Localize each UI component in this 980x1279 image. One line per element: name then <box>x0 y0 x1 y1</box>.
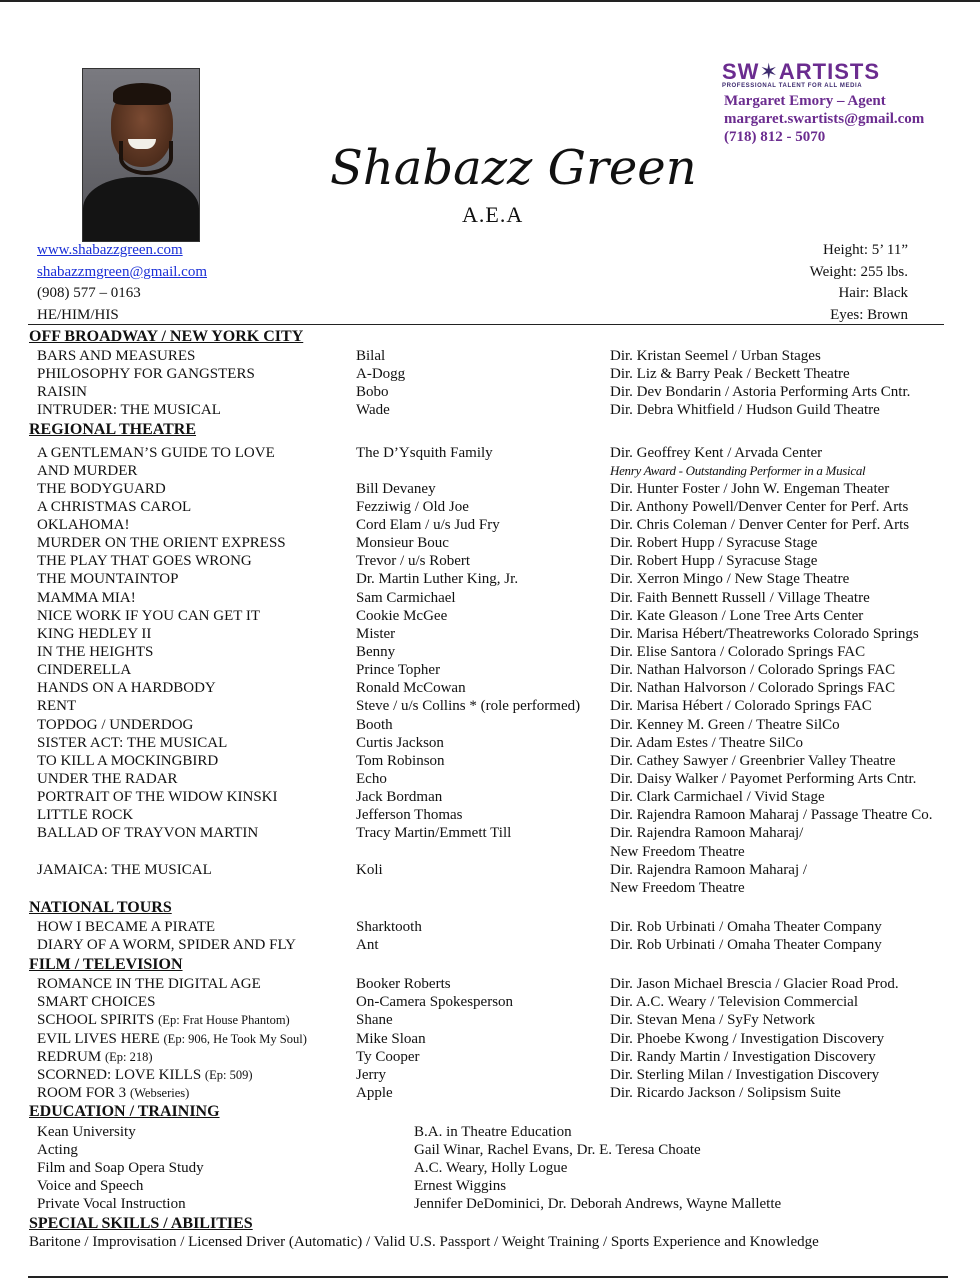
credit-title: BALLAD OF TRAYVON MARTIN <box>37 825 259 841</box>
credit-role: Curtis Jackson <box>356 735 444 751</box>
credit-row <box>0 1084 980 1102</box>
episode-note: (Ep: 906, He Took My Soul) <box>163 1032 307 1046</box>
top-border <box>0 0 980 2</box>
credit-role: Wade <box>356 402 390 418</box>
hair-color: Hair: Black <box>838 285 908 301</box>
credit-row <box>0 697 980 715</box>
credit-role: Booker Roberts <box>356 976 451 992</box>
credit-title: MURDER ON THE ORIENT EXPRESS <box>37 535 286 551</box>
headshot-shirt <box>83 177 199 242</box>
credit-role: Mister <box>356 626 396 642</box>
headshot-hair <box>113 83 171 105</box>
credit-role: Benny <box>356 644 396 660</box>
credit-role: Booth <box>356 717 393 733</box>
credit-row <box>0 752 980 770</box>
credit-director: Dir. Geoffrey Kent / Arvada Center <box>610 445 823 461</box>
credit-title: HANDS ON A HARDBODY <box>37 680 216 696</box>
credit-title: IN THE HEIGHTS <box>37 644 154 660</box>
credit-role: Cord Elam / u/s Jud Fry <box>356 517 500 533</box>
credit-director: New Freedom Theatre <box>610 880 745 896</box>
credit-row <box>0 534 980 552</box>
credit-row <box>0 936 980 954</box>
credit-director: Dir. Liz & Barry Peak / Beckett Theatre <box>610 366 850 382</box>
credit-row <box>0 788 980 806</box>
credit-role: Prince Topher <box>356 662 441 678</box>
credit-title: ROOM FOR 3 <box>37 1085 130 1101</box>
union-affiliation: A.E.A <box>462 202 524 227</box>
credit-role: Bill Devaney <box>356 481 436 497</box>
credit-role: The D’Ysquith Family <box>356 445 493 461</box>
education-row <box>0 1159 980 1177</box>
credit-row <box>0 383 980 401</box>
credit-title: CINDERELLA <box>37 662 132 678</box>
credit-director: Dir. Kenney M. Green / Theatre SilCo <box>610 717 840 733</box>
credit-role: Trevor / u/s Robert <box>356 553 471 569</box>
skills-list: Baritone / Improvisation / Licensed Driver (Automatic) / Valid U.S. Passport / Weight Training / Sports Experience and Knowledge <box>29 1234 819 1250</box>
credit-row <box>0 1066 980 1084</box>
credit-row <box>0 993 980 1011</box>
agent-email[interactable]: margaret.swartists@gmail.com <box>724 111 925 127</box>
credit-title: KING HEDLEY II <box>37 626 152 642</box>
credit-role: Shane <box>356 1012 393 1028</box>
credit-row <box>0 734 980 752</box>
credit-title: SISTER ACT: THE MUSICAL <box>37 735 228 751</box>
agency-logo <box>722 60 922 89</box>
headshot-photo <box>82 68 200 242</box>
credit-row <box>0 498 980 516</box>
credit-row <box>0 589 980 607</box>
credit-director: Dir. Rajendra Ramoon Maharaj / <box>610 862 808 878</box>
height: Height: 5’ 11” <box>823 242 908 258</box>
credit-row-continued <box>0 879 980 897</box>
logo-tagline: PROFESSIONAL TALENT FOR ALL MEDIA <box>722 83 863 89</box>
credit-title: INTRUDER: THE MUSICAL <box>37 402 221 418</box>
credit-row <box>0 1011 980 1029</box>
education-item: Acting <box>37 1142 78 1158</box>
credit-title: ROMANCE IN THE DIGITAL AGE <box>37 976 261 992</box>
credit-director: New Freedom Theatre <box>610 844 745 860</box>
credit-row <box>0 552 980 570</box>
credit-row-continued <box>0 843 980 861</box>
episode-note: (Ep: Frat House Phantom) <box>158 1013 290 1027</box>
credit-director: Dir. Nathan Halvorson / Colorado Springs FAC <box>610 662 896 678</box>
credit-title: SMART CHOICES <box>37 994 156 1010</box>
credit-title: OKLAHOMA! <box>37 517 130 533</box>
credit-role: Jefferson Thomas <box>356 807 463 823</box>
credit-role: Sharktooth <box>356 919 422 935</box>
education-row <box>0 1123 980 1141</box>
credit-director: Dir. A.C. Weary / Television Commercial <box>610 994 858 1010</box>
credit-row <box>0 1030 980 1048</box>
credit-role: Sam Carmichael <box>356 590 456 606</box>
education-detail: A.C. Weary, Holly Logue <box>414 1160 568 1176</box>
section-heading-film: FILM / TELEVISION <box>29 956 183 973</box>
credit-director: Dir. Rob Urbinati / Omaha Theater Company <box>610 919 882 935</box>
credit-role: Fezziwig / Old Joe <box>356 499 469 515</box>
episode-note: (Ep: 509) <box>204 1068 253 1082</box>
credit-title: LITTLE ROCK <box>37 807 134 823</box>
credit-director: Dir. Chris Coleman / Denver Center for Perf. Arts <box>610 517 910 533</box>
credit-row <box>0 806 980 824</box>
credit-director: Dir. Xerron Mingo / New Stage Theatre <box>610 571 850 587</box>
credit-director: Dir. Kate Gleason / Lone Tree Arts Center <box>610 608 864 624</box>
credit-director: Dir. Sterling Milan / Investigation Discovery <box>610 1067 880 1083</box>
credit-row <box>0 462 980 480</box>
credit-title: JAMAICA: THE MUSICAL <box>37 862 212 878</box>
credit-title: THE PLAY THAT GOES WRONG <box>37 553 252 569</box>
section-heading-tours: NATIONAL TOURS <box>29 899 172 916</box>
credit-title: DIARY OF A WORM, SPIDER AND FLY <box>37 937 296 953</box>
credit-row <box>0 661 980 679</box>
credit-role: Monsieur Bouc <box>356 535 449 551</box>
credit-row <box>0 444 980 462</box>
credit-role: On-Camera Spokesperson <box>356 994 514 1010</box>
credit-director: Dir. Randy Martin / Investigation Discovery <box>610 1049 876 1065</box>
website-link[interactable]: www.shabazzgreen.com <box>37 242 183 258</box>
eye-color: Eyes: Brown <box>830 306 908 323</box>
credit-director: Dir. Dev Bondarin / Astoria Performing Arts Cntr. <box>610 384 911 400</box>
credit-title: HOW I BECAME A PIRATE <box>37 919 216 935</box>
credit-director: Dir. Cathey Sawyer / Greenbrier Valley Theatre <box>610 753 896 769</box>
bottom-border <box>28 1276 948 1278</box>
credit-row <box>0 918 980 936</box>
logo-text-left: SW <box>722 59 760 84</box>
credit-row <box>0 401 980 419</box>
credit-director: Dir. Phoebe Kwong / Investigation Discovery <box>610 1031 885 1047</box>
credit-role: Bilal <box>356 348 386 364</box>
credit-role: Ronald McCowan <box>356 680 466 696</box>
credit-role: Echo <box>356 771 387 787</box>
agent-phone: (718) 812 - 5070 <box>724 129 826 145</box>
credit-title: EVIL LIVES HERE <box>37 1031 164 1047</box>
credit-row <box>0 975 980 993</box>
credit-title: UNDER THE RADAR <box>37 771 178 787</box>
credit-director: Dir. Clark Carmichael / Vivid Stage <box>610 789 825 805</box>
credit-director: Dir. Marisa Hébert / Colorado Springs FAC <box>610 698 872 714</box>
credit-role: Dr. Martin Luther King, Jr. <box>356 571 519 587</box>
star-icon: ✶ <box>759 59 779 84</box>
credit-row <box>0 570 980 588</box>
credit-director: Dir. Jason Michael Brescia / Glacier Road Prod. <box>610 976 899 992</box>
credit-role: Bobo <box>356 384 389 400</box>
education-row <box>0 1177 980 1195</box>
credit-title: TOPDOG / UNDERDOG <box>37 717 194 733</box>
logo-text-right: ARTISTS <box>778 59 881 84</box>
credit-title: THE MOUNTAINTOP <box>37 571 179 587</box>
award-note: Henry Award - Outstanding Performer in a Musical <box>610 463 866 478</box>
credit-title: THE BODYGUARD <box>37 481 166 497</box>
credit-role: Steve / u/s Collins * (role performed) <box>356 698 581 714</box>
education-item: Kean University <box>37 1124 136 1140</box>
credit-director: Dir. Daisy Walker / Payomet Performing Arts Cntr. <box>610 771 917 787</box>
credit-director: Dir. Adam Estes / Theatre SilCo <box>610 735 804 751</box>
episode-note: (Ep: 218) <box>104 1050 153 1064</box>
credit-row <box>0 625 980 643</box>
credit-director: Dir. Rajendra Ramoon Maharaj/ <box>610 825 804 841</box>
credit-title: NICE WORK IF YOU CAN GET IT <box>37 608 261 624</box>
education-row <box>0 1195 980 1213</box>
credit-row <box>0 480 980 498</box>
credit-role: Ant <box>356 937 379 953</box>
education-item: Private Vocal Instruction <box>37 1196 186 1212</box>
section-heading-off-broadway: OFF BROADWAY / NEW YORK CITY <box>29 328 304 345</box>
pronouns: HE/HIM/HIS <box>37 306 119 323</box>
section-heading-education: EDUCATION / TRAINING <box>29 1103 220 1120</box>
credit-role: A-Dogg <box>356 366 406 382</box>
credit-role: Cookie McGee <box>356 608 448 624</box>
credit-row <box>0 1048 980 1066</box>
actor-name: Shabazz Green <box>330 140 697 196</box>
credit-title: A GENTLEMAN’S GUIDE TO LOVE <box>37 445 275 461</box>
credit-role: Jack Bordman <box>356 789 443 805</box>
phone-number: (908) 577 – 0163 <box>37 285 141 301</box>
credit-title: TO KILL A MOCKINGBIRD <box>37 753 219 769</box>
education-item: Film and Soap Opera Study <box>37 1160 204 1176</box>
credit-director: Dir. Elise Santora / Colorado Springs FAC <box>610 644 866 660</box>
email-link[interactable]: shabazzmgreen@gmail.com <box>37 263 207 280</box>
credit-row <box>0 716 980 734</box>
education-detail: Jennifer DeDominici, Dr. Deborah Andrews, Wayne Mallette <box>414 1196 782 1212</box>
credit-title: REDRUM <box>37 1049 105 1065</box>
credit-row <box>0 824 980 842</box>
credit-title: PHILOSOPHY FOR GANGSTERS <box>37 366 255 382</box>
section-heading-regional: REGIONAL THEATRE <box>29 421 197 438</box>
credit-role: Apple <box>356 1085 393 1101</box>
credit-title: MAMMA MIA! <box>37 590 136 606</box>
episode-note: (Webseries) <box>129 1086 190 1100</box>
agent-name: Margaret Emory – Agent <box>724 93 886 109</box>
credit-title: SCORNED: LOVE KILLS <box>37 1067 205 1083</box>
credit-title: A CHRISTMAS CAROL <box>37 499 192 515</box>
credit-title: RAISIN <box>37 384 88 400</box>
credit-title: BARS AND MEASURES <box>37 348 196 364</box>
credit-director: Dir. Anthony Powell/Denver Center for Perf. Arts <box>610 499 909 515</box>
credit-role: Ty Cooper <box>356 1049 420 1065</box>
education-detail: B.A. in Theatre Education <box>414 1124 572 1140</box>
education-item: Voice and Speech <box>37 1178 144 1194</box>
credit-row <box>0 347 980 365</box>
credit-title: AND MURDER <box>37 463 138 479</box>
credit-director: Dir. Kristan Seemel / Urban Stages <box>610 348 821 364</box>
physical-stats <box>810 240 908 326</box>
credit-director: Dir. Faith Bennett Russell / Village Theatre <box>610 590 870 606</box>
credit-director: Dir. Ricardo Jackson / Solipsism Suite <box>610 1085 841 1101</box>
credit-title: PORTRAIT OF THE WIDOW KINSKI <box>37 789 278 805</box>
credit-title: SCHOOL SPIRITS <box>37 1012 159 1028</box>
credit-row <box>0 679 980 697</box>
credit-row <box>0 516 980 534</box>
credit-title: RENT <box>37 698 77 714</box>
header-divider <box>28 324 944 325</box>
credit-director: Dir. Rob Urbinati / Omaha Theater Company <box>610 937 882 953</box>
credit-director: Dir. Nathan Halvorson / Colorado Springs FAC <box>610 680 896 696</box>
credit-director: Dir. Stevan Mena / SyFy Network <box>610 1012 815 1028</box>
credit-director: Dir. Robert Hupp / Syracuse Stage <box>610 535 818 551</box>
education-row <box>0 1141 980 1159</box>
education-detail: Ernest Wiggins <box>414 1178 507 1194</box>
contact-info <box>37 240 207 326</box>
credit-role: Koli <box>356 862 383 878</box>
credit-row <box>0 861 980 879</box>
credit-director: Dir. Marisa Hébert/Theatreworks Colorado Springs <box>610 626 919 642</box>
credit-row <box>0 365 980 383</box>
agent-contact <box>724 92 924 146</box>
credit-row <box>0 607 980 625</box>
credit-role: Jerry <box>356 1067 386 1083</box>
education-detail: Gail Winar, Rachel Evans, Dr. E. Teresa Choate <box>414 1142 701 1158</box>
credit-row <box>0 770 980 788</box>
credit-director: Dir. Hunter Foster / John W. Engeman Theater <box>610 481 890 497</box>
credit-director: Dir. Rajendra Ramoon Maharaj / Passage Theatre Co. <box>610 807 933 823</box>
credit-role: Mike Sloan <box>356 1031 426 1047</box>
weight: Weight: 255 lbs. <box>809 263 908 280</box>
section-heading-skills: SPECIAL SKILLS / ABILITIES <box>29 1215 253 1232</box>
credit-director: Dir. Debra Whitfield / Hudson Guild Theatre <box>610 402 880 418</box>
credit-director: Dir. Robert Hupp / Syracuse Stage <box>610 553 818 569</box>
credit-row <box>0 643 980 661</box>
credit-role: Tracy Martin/Emmett Till <box>356 825 512 841</box>
credit-role: Tom Robinson <box>356 753 445 769</box>
